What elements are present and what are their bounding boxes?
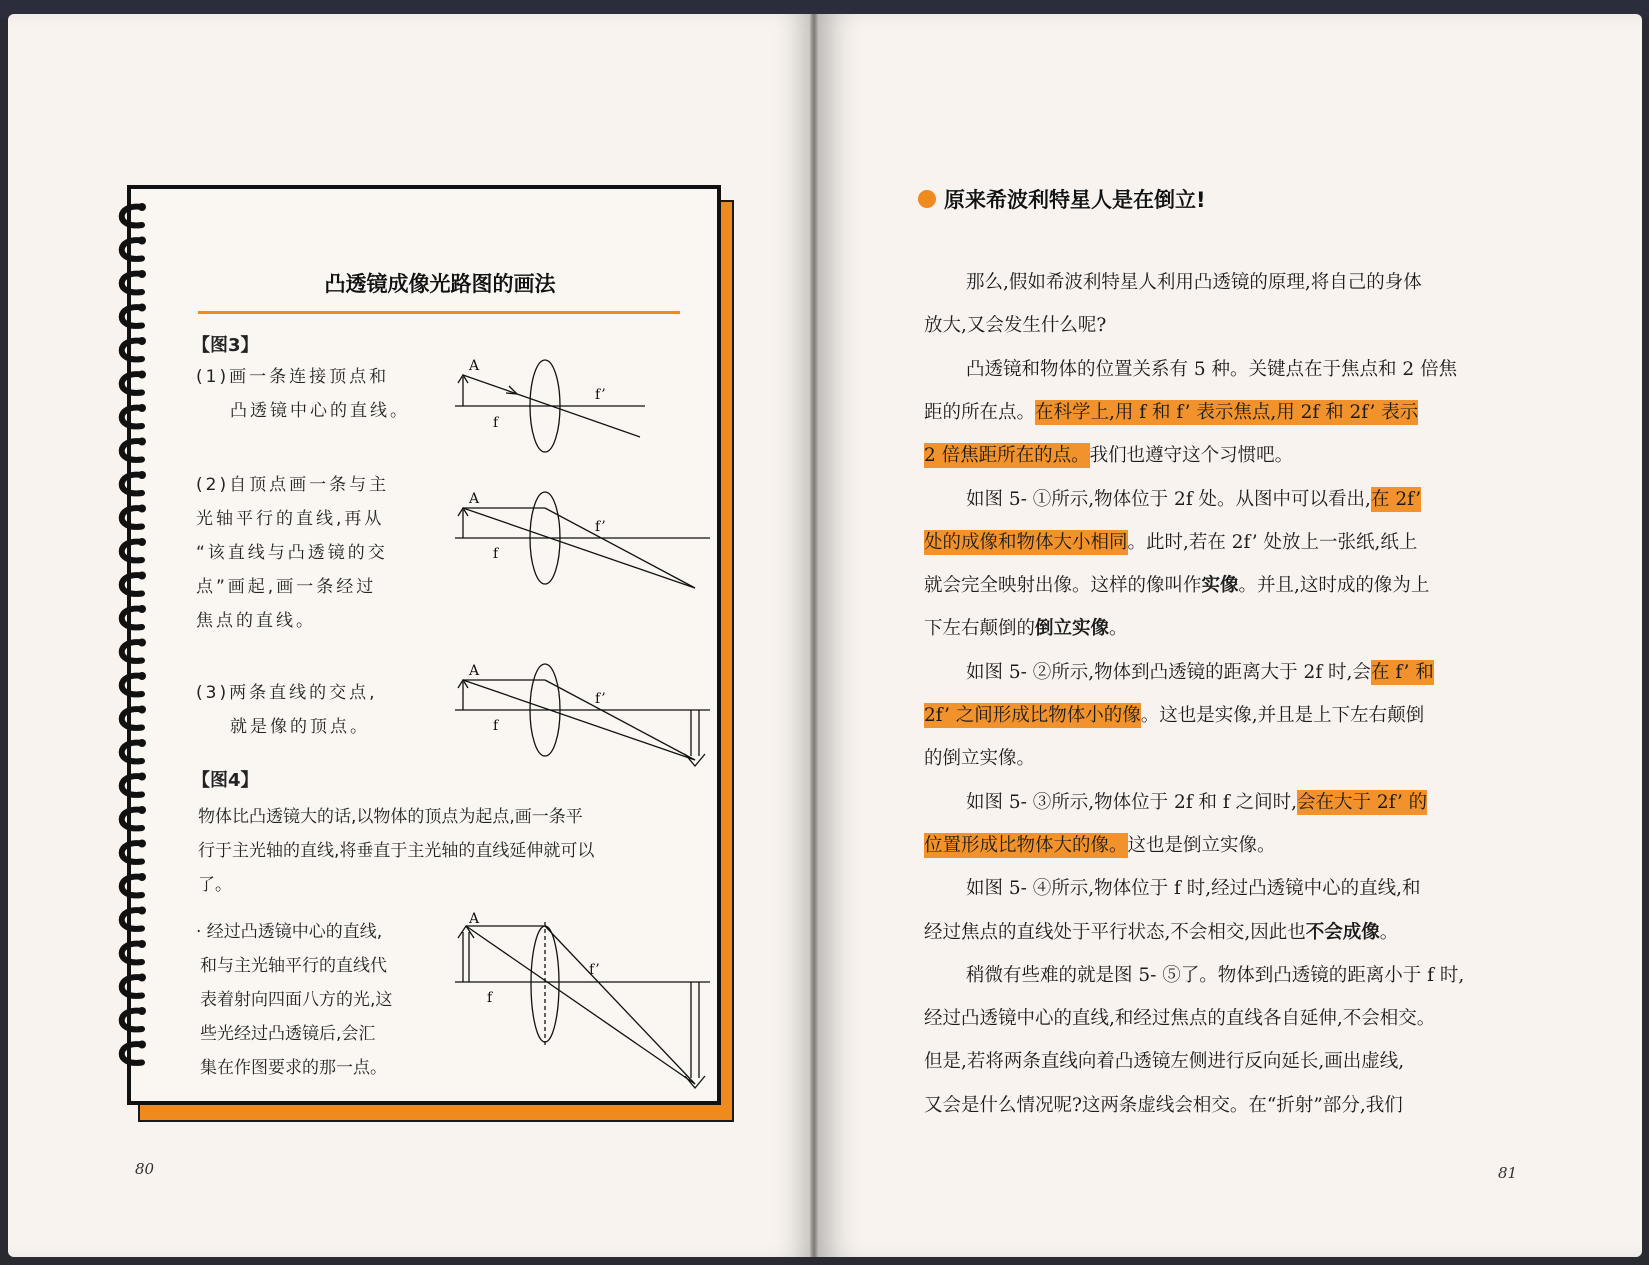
spiral-hole [138,706,146,714]
refracted-ray [545,680,695,760]
text-run: 如图 5- ①所示,物体位于 2f 处。从图中可以看出, [966,488,1371,510]
note-line: · 经过凸透镜中心的直线, [196,922,383,942]
refracted-ray [545,926,695,1084]
body-line [924,696,1514,736]
text-run: 那么,假如希波利特星人利用凸透镜的原理,将自己的身体 [966,272,1422,293]
fig4-line: 物体比凸透镜大的话,以物体的顶点为起点,画一条平 [198,807,583,827]
step1-text [196,360,410,428]
text-run: 。此时,若在 2f’ 处放上一张纸,纸上 [1127,531,1418,553]
step3-line: (3)两条直线的交点, [196,683,378,703]
highlighted-text: 在 2f’ [1370,488,1422,510]
step2-line: 焦点的直线。 [196,611,316,631]
label-f: f [487,990,493,1006]
spiral-hole [138,1041,146,1049]
page-number-right: 81 [1498,1164,1518,1182]
text-run: 如图 5- ④所示,物体位于 f 时,经过凸透镜中心的直线,和 [966,878,1421,900]
step1-line: (1)画一条连接顶点和 [196,367,390,387]
highlighted-text: 在 f’ 和 [1370,661,1434,683]
lens-diagram-1 [455,355,665,455]
orange-bullet-icon [918,190,936,208]
highlighted-text: 处的成像和物体大小相同 [924,531,1128,553]
lens-diagram-2 [455,488,715,598]
highlighted-text: 2 倍焦距所在的点。 [924,445,1090,467]
book-gutter [810,14,818,1257]
box-title: 凸透镜成像光路图的画法 [324,272,556,296]
label-f: f [493,718,499,734]
text-run: 经过焦点的直线处于平行状态,不会相交,因此也 [924,921,1306,943]
page-number-left: 80 [135,1160,155,1178]
text-run: 。这也是实像,并且是上下左右颠倒 [1140,705,1425,726]
text-run: 经过凸透镜中心的直线,和经过焦点的直线各自延伸,不会相交。 [924,1008,1436,1030]
step3-text [196,676,377,744]
text-run: 又会是什么情况呢?这两条虚线会相交。在“折射”部分,我们 [924,1094,1403,1116]
note-line: 些光经过凸透镜后,会汇 [200,1024,376,1044]
note-text [196,915,392,1085]
spiral-hole [138,270,146,278]
body-line [966,480,1556,520]
spiral-hole [138,672,146,680]
spiral-binding-icon [112,197,152,1067]
spiral-hole [138,806,146,814]
text-run: 但是,若将两条直线向着凸透镜左侧进行反向延长,画出虚线, [924,1051,1405,1073]
highlighted-text: 会在大于 2f’ 的 [1297,791,1428,813]
body-line [924,826,1514,866]
spiral-hole [138,237,146,245]
spiral-hole [138,471,146,479]
text-run: 的倒立实像。 [924,748,1036,770]
body-line [966,350,1556,390]
label-a: A [469,491,480,507]
text-run: 如图 5- ②所示,物体到凸透镜的距离大于 2f 时,会 [966,661,1371,683]
spiral-hole [138,940,146,948]
fig4-text [198,800,594,902]
step2-line: 点”画起,画一条经过 [196,577,377,597]
section-heading [918,184,1206,214]
lens-diagram-3 [455,660,715,770]
body-line [924,1042,1514,1082]
step1-line: 凸透镜中心的直线。 [230,401,410,421]
highlighted-text: 在科学上,用 f 和 f’ 表示焦点,用 2f 和 2f’ 表示 [1035,401,1419,423]
spiral-hole [138,505,146,513]
fig4-line: 行于主光轴的直线,将垂直于主光轴的直线延伸就可以 [198,841,595,861]
label-a: A [469,358,480,374]
body-line [924,1086,1514,1126]
spiral-hole [138,1007,146,1015]
step2-line: 光轴平行的直线,再从 [196,509,385,529]
text-run: 。 [1109,618,1128,640]
text-run: 就会完全映射出像。这样的像叫作 [924,575,1202,597]
note-line: 表着射向四面八方的光,这 [200,990,393,1010]
bold-term: 实像 [1201,575,1239,597]
center-ray [466,926,695,1084]
spiral-hole [138,907,146,915]
text-run: 如图 5- ③所示,物体位于 2f 和 f 之间时, [966,791,1298,813]
spiral-hole [138,739,146,747]
label-f-prime: f’ [589,962,600,978]
note-line: 集在作图要求的那一点。 [200,1058,387,1078]
highlighted-text: 位置形成比物体大的像。 [924,834,1128,856]
spiral-hole [138,371,146,379]
spiral-hole [138,773,146,781]
fig4-label: 【图4】 [192,770,259,791]
section-title: 原来希波利特星人是在倒立! [944,188,1206,212]
body-line [924,393,1514,433]
body-line [924,566,1514,606]
lens-diagram-4 [455,912,715,1092]
label-f: f [493,546,499,562]
label-a: A [469,663,480,679]
text-run: 距的所在点。 [924,401,1036,423]
note-line: 和与主光轴平行的直线代 [200,956,387,976]
object-arrowhead [458,926,474,938]
text-run: 。并且,这时成的像为上 [1238,575,1430,597]
step2-line: (2)自顶点画一条与主 [196,475,390,495]
body-line [924,913,1514,953]
spiral-hole [138,538,146,546]
text-run: 。 [1379,921,1399,943]
spiral-hole [138,438,146,446]
text-run: 下左右颠倒的 [924,618,1036,640]
body-line [966,783,1556,823]
spiral-hole [138,639,146,647]
label-f-prime: f’ [595,691,606,707]
bold-term: 倒立实像 [1035,618,1110,640]
spiral-hole [138,203,146,211]
body-line [966,869,1556,909]
spiral-hole [138,873,146,881]
step3-line: 就是像的顶点。 [230,717,370,737]
refracted-ray [545,508,695,588]
spiral-hole [138,572,146,580]
body-line [924,523,1514,563]
spiral-hole [138,337,146,345]
bold-term: 不会成像 [1305,921,1380,943]
image-arrowhead [685,1076,705,1088]
spiral-hole [138,974,146,982]
text-run: 稍微有些难的就是图 5- ⑤了。物体到凸透镜的距离小于 f 时, [966,964,1465,986]
text-run: 这也是倒立实像。 [1127,834,1276,856]
text-run: 放大,又会发生什么呢? [924,315,1107,337]
label-f-prime: f’ [595,387,606,403]
highlighted-text: 2f’ 之间形成比物体小的像 [924,705,1141,726]
label-f: f [493,415,499,431]
text-run: 我们也遵守这个习惯吧。 [1089,445,1294,467]
body-line [924,306,1514,346]
spiral-hole [138,404,146,412]
body-line [924,436,1514,476]
fig3-label: 【图3】 [192,335,259,356]
body-line [966,653,1556,693]
label-f-prime: f’ [595,519,606,535]
fig4-line: 了。 [198,875,232,895]
title-rule [198,311,680,314]
body-line [924,999,1514,1039]
step2-line: “该直线与凸透镜的交 [196,543,388,563]
label-a: A [469,912,480,927]
body-line [924,739,1514,779]
spiral-hole [138,840,146,848]
step2-text [196,468,389,638]
body-line [966,956,1556,996]
body-line [924,609,1514,649]
body-line [966,263,1556,303]
spiral-hole [138,605,146,613]
spiral-hole [138,304,146,312]
text-run: 凸透镜和物体的位置关系有 5 种。关键点在于焦点和 2 倍焦 [966,358,1458,380]
